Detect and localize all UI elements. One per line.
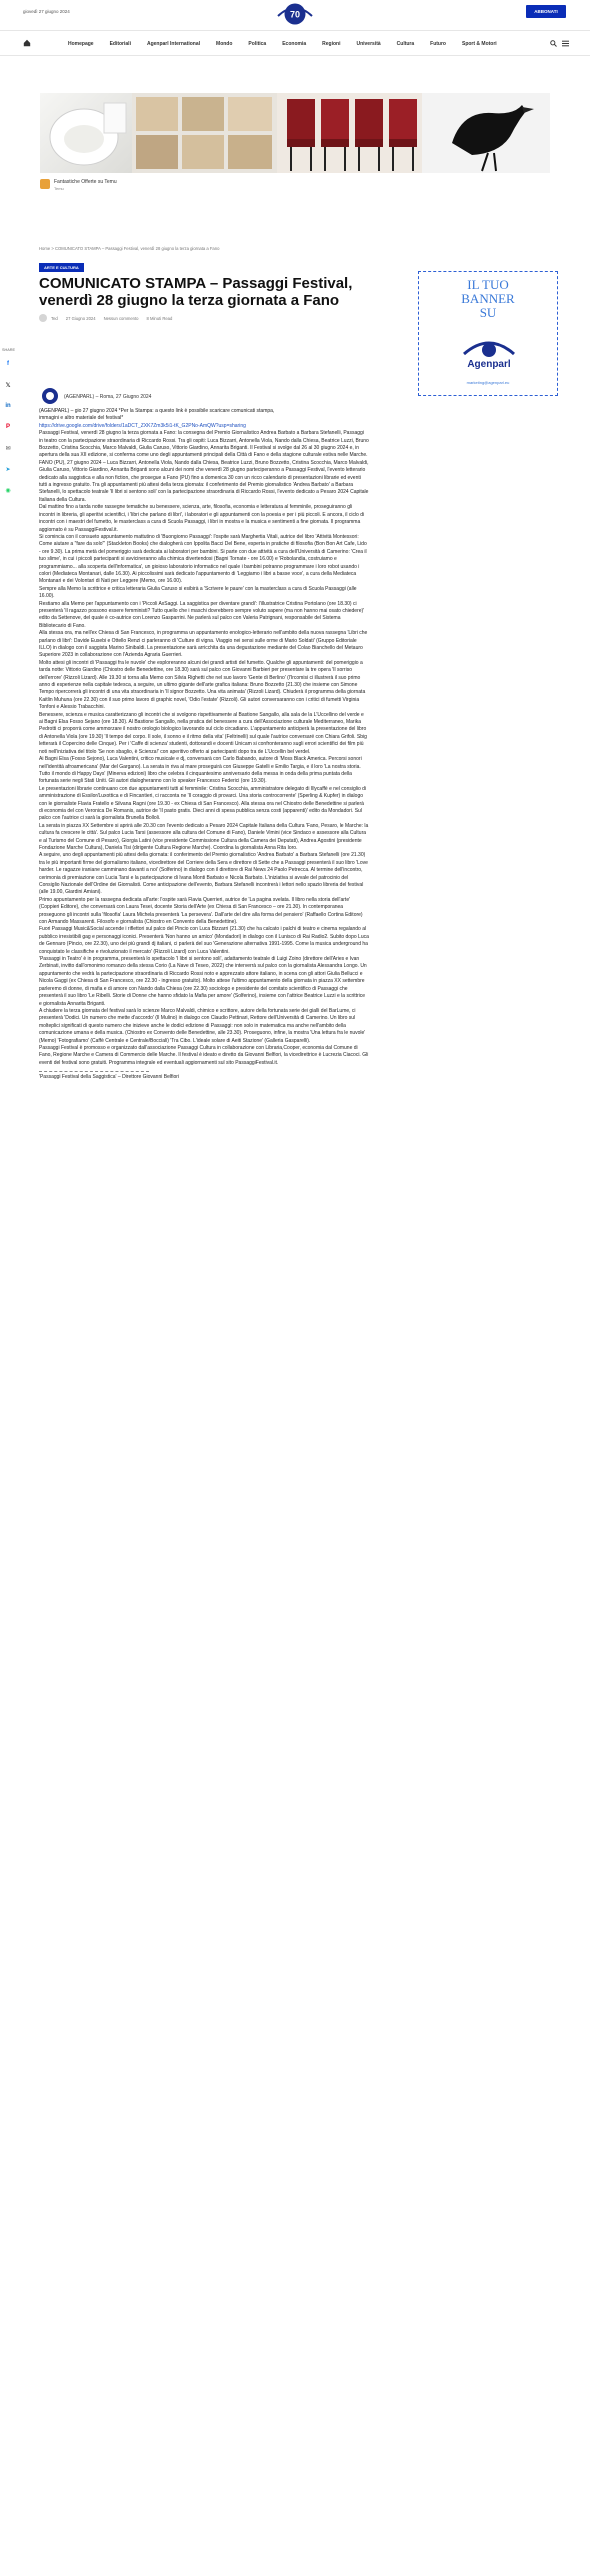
category-badge[interactable]: ARTE E CULTURA xyxy=(39,263,84,272)
main-nav xyxy=(0,30,590,56)
nav-item-sport[interactable]: Sport & Motori xyxy=(461,41,497,47)
nav-item-economia[interactable]: Economia xyxy=(282,41,307,47)
nav-item-mondo[interactable]: Mondo xyxy=(216,41,233,47)
article-paragraph: Fuori Passaggi Music&Social accende i riflettori sul palco del Pincio con Luca Bizzarri (21.30) che ha calcato i palchi di teatro e cinema regalando al pubblico irresistibili gag e personaggi iconici. Presenterà 'Non hanno un amico' (Mondadori) in dialogo con il Lunisco di Rai Radio2. Subito dopo Luca de Gennaro (Pincio, ore 22.30), uno dei più grandi dj italiani, ci parlerà del suo 'Generazione alternativa 1991-1995. Come la musica underground ha conquistato le classifiche e rivoluzionato il mercato' (Rizzoli Lizard) con Luca Valentini. xyxy=(39,926,369,955)
article-paragraph: Si comincia con il consueto appuntamento mattutino di 'Buongiorno Passaggi': l'ospite sarà Marghertia Vitali, autrice del libro 'Attività Montessori: Come aiutare a "fare da solo"' (Stackleton Books) che dialogherà con Ippolita Bacci Del Bene, esperta in pratiche di filosofia (Bon Bon Art Cafe, Lido - ore 9.30). La prima metà del pomeriggio sarà dedicata ai laboratori per bambini. Si parte con due attività a cura dell'Università di Camerino: 'Crea il tuo slime', in cui i piccoli partecipanti si avvicineranno alla chimica divertendosi (Bagni Tornate - ore 16.00) e 'Robolandia, costruiamo e programmiamo... alla scoperta dell'informatica', un gioioso laboratorio informatico nel quale i bambini potranno programmare i loro robot usando i colori (Mediateca Montanari, dalle 16.30). Ai piccolissimi sarà dedicato l'appuntamento di 'Leggiamo i libri a basse voce', a cura della Mediateca Montanari e dei Volontari di Nati per Leggere (Memo, ore 16.00). xyxy=(39,533,367,585)
article-paragraph: A seguire, uno degli appuntamenti più attesi della giornata: il conferimento del Premio giornalistico 'Andrea Barbato' a Barbara Stefanelli (ore 21.30) tra le più importanti firme del giornalismo italiano, vicedirettore del Corriere della Sera e direttore di Sette che a Passaggi presenterà il suo libro 'Love harder. Le ragazze iraniane camminano davanti a noi' (Solferino) in dialogo con il direttore di Rai News 24 Paolo Petrecca. Al termine dell'incontro, cerimonia di premiazione con Lucia Tarsi e la partecipazione di Ivana Monti Barbato e Nicola Barbato. L'iniziativa si avvale del patrocinio del Consiglio Nazionale dell'Ordine dei Giornalisti. Come anticipazione dell'evento, Barbara Stefanelli incontrerà i lettori nello spazio libreria del festival (alle 19.00, Giardini Amiani). xyxy=(39,852,368,896)
banner-email[interactable]: marketing@agenparl.eu xyxy=(466,380,510,385)
facebook-share-icon[interactable]: f xyxy=(7,361,9,367)
article-body xyxy=(39,408,369,1082)
article-paragraph: Sempre alla Memo la scrittrice e critica letteraria Giulia Caruso si esibirà a 'Scrivere le paure' con la masterclass a cura di Scuola Passaggi (alle 16.00). xyxy=(39,585,357,600)
subscribe-button[interactable]: ABBONATI xyxy=(526,5,566,18)
x-share-icon[interactable]: 𝕏 xyxy=(5,382,11,389)
article-paragraph: A chiudere la terza giornata del festival sarà lo scienze Marco Malvaldi, chimico e scrittore, autore della fortunata serie dei gialli del BarLume, ci presenterà 'Dodici. Un numero che mette d'accordo' (Il Mulino) in dialogo con Claudio Pettinari, Rettore dell'Università di Camerino. Un libro sul molteplici significati di questo numero che inizieve anche le dodici edizione di Passaggi: non solo in matematica ma anche nell'ambito della comunicazione umana e della musica. (Chiostro ex Convento delle Benedettine, alle 23.30). Proseguono, infine, la mostra 'Una lettura fra le nuvole' (Memo) 'Fotografiamo' (Caffè Centrale e Centrale/Bocciali) 'Tra Cibo. L'ideale solare di Aeiti Stazione' (Galleria Gasparelli). xyxy=(39,1007,366,1044)
ad-image-toilet[interactable] xyxy=(40,93,132,173)
article-paragraph: FANO (PU), 27 giugno 2024 – Luca Bizzarri, Antonella Viola, Nando dalla Chiesa, Beatrice Luzzi, Bruno Bozzetto, Cristina Scocchia, Marco Malvaldi, Giulia Caruso, Vittorio Giardino, Annarita Briganti sono alcuni dei nomi che venerdì 28 giugno parteciperanno a Passaggi Festival, l'evento letterario dedicato alla saggistica e alla non fiction, che prosegue a Fano (PU) fino a domenica 30 con un ricco calendario di presentazioni librarie ed eventi tutti a ingresso gratuito. Tra gli appuntamenti più attesi della terza giornata: il conferimento del Premio giornalistico 'Andrea Barbato' a Barbara Stefanelli, lo spettacolo teatrale 'Il libri si sentono soli' con la partecipazione straordinaria di Riccardo Rossi, l'evento dedicato a Pesaro 2024 Capitale Italiana della Cultura. xyxy=(39,459,369,503)
ad-image-crow[interactable] xyxy=(422,93,550,173)
pinterest-share-icon[interactable]: P xyxy=(5,424,10,430)
article-paragraph: Restiamo alla Memo per l'appuntamento con i 'Piccoli AxSaggi. La saggistica per diventare grandi': l'illustratrice Cristina Portolano (ore 18.30) ci presenterà 'Il ragazzo possono essere femministi? Tutto quello che i maschi dovrebbero sempre voluto sapere (ma non hanno mai osato chiedere)' edito da Settenove, del quale è co-autrice con Lorenzo Gasparrini. Ne parlerà sul palco con Valeria Patrignani, responsabile del Sistema Bibliotecario di Fano. xyxy=(39,600,365,629)
article-meta xyxy=(39,314,180,322)
temu-logo-icon xyxy=(40,179,50,189)
whatsapp-share-icon[interactable]: ◉ xyxy=(5,487,11,494)
nav-item-futuro[interactable]: Futuro xyxy=(430,41,446,47)
article-paragraph: La serata in piazza XX Settembre si aprirà alle 20.30 con l'evento dedicato a Pesaro 2024 Capitale Italiana della Cultura 'Fano, Pesaro, le Marche: la cultura fa crescere le città'. Sul palco Lucia Tarsi (assessore alla cultura del Comune di Fano), Daniele Vimini (vice Sindaco e assessore alla Cultura e al Turismo del Comune di Pesaro), Giorgia Latini (vice presidente Commissione Cultura della Camera dei Deputati), Andrea Agostini (presidente Fondazione Marche Cultura), Daniela Tisi (dirigente Cultura Regione Marche). Coordina la giornalista Anna Rita Ioro. xyxy=(39,822,369,851)
agenparl-logo-text: Agenparl xyxy=(467,359,511,370)
agenparl-logo[interactable] xyxy=(454,332,524,372)
article-paragraph: Benessere, scienza e musica caratterizzano gli incontri che si svolgono rispettivamente al Bastione Sangallo, alla sala de la L'Uccellino del verde e ai Bagni Elsa Fosso Sejano (ore 18.30). Al Bastione Sangallo, nella pratica del benessere a cura dell'Associazione culturale Mediterraneo, Marika Pedrotti ci proporrà come ammorzare il nostro orologio biologico lavorando sul ciclo circadiano. L'appuntamento anticiperà la presentazione del libro di Antonella Viola (ore 19.30) 'Il tempo del corpo. Il sole, il sonno e il ritmo della vita' (Feltrinelli) sul quale l'autrice conversaré con Chiara Grifoli. Sbig letterarà il Copercino delle Cinque). Per i 'Caffe di scienza' studenti, dottorandi e docenti Unicam si confronteranno sugli errori scientifici dei film più noti nell'iniziativa del titolo 'Se non sbaglio, è Scienza!' con aperitivo offerto ai partecipanti dopo tra de L'Uccellin bel verdel. xyxy=(39,711,367,755)
nav-item-regioni[interactable]: Regioni xyxy=(322,41,341,47)
ad-title[interactable]: Fantastiche Offerte su Temu xyxy=(54,179,117,185)
article-read-time: 8 Minuti Read xyxy=(146,315,173,321)
nav-list xyxy=(60,31,505,57)
sidebar-ad-banner[interactable] xyxy=(418,271,558,396)
banner-line-2: BANNER xyxy=(461,291,515,306)
hamburger-menu-icon[interactable] xyxy=(562,40,569,47)
article-paragraph: 'Passaggi in Teatro' è in programma, presenterà lo spettacolo 'I libri si sentono soli', adattamento teatrale di Luigi Zoino (direttore dell'Aries e Ivan Zerbinati, invitto dall'omonimo romanzo della stessa Corio (La Nave di Teseo, 2022) che interverrà sul palco con la giornalista Alessandra Longo. Un appuntamento che vedrà la partecipazione straordinaria di Riccardo Rossi noto e apprezzato attore italiano, in scena con gli attori Giulia Bellucci e Nicola Gaggi (ex Chiesa di San Francesco, ore 22.30 - ingresso gratuito). Molto attese l'ultimo appuntamento della giornata in piazza XX settembre parleremo di donne, di mafia e di amore con Nando dalla Chiesa (ore 22.30) sociologo e presidente del comitato scientifico di Passaggi che presenterà il suo libro 'Le Ribelli. Storie di Donne che hanno sfidato la Mafia per amore' (Solferino), insieme con l'attrice Beatrice Luzzi e la scrittrice e giornalista Annarita Briganti. xyxy=(39,956,367,1007)
article-title: COMUNICATO STAMPA – Passaggi Festival, venerdì 28 giugno la terza giornata a Fano xyxy=(39,275,353,309)
home-icon[interactable] xyxy=(23,39,31,47)
press-materials-link[interactable]: https://drive.google.com/drive/folders/1aDCT_ZXK7Zm3k5i1-tK_G2PNo-AmQW?usp=sharing xyxy=(39,422,246,429)
nav-item-politica[interactable]: Politica xyxy=(248,41,267,47)
ad-source: Temu xyxy=(54,186,64,191)
ad-banner[interactable] xyxy=(40,93,550,196)
nav-item-editoriali[interactable]: Editoriali xyxy=(109,41,131,47)
ad-image-chairs[interactable] xyxy=(277,93,422,173)
svg-text:70: 70 xyxy=(289,9,301,20)
article-paragraph: Primo appuntamento per la rassegna dedicata all'arte: l'ospite sarà Flavia Querrieri, autrice de 'La pagina svelata. Il libro nella storia dell'arte' (Coppieri Editore), che conversará con Laura Tesei, docente Storia dell'Arte (ex Chiesa di San Francesco – ore 21.30). In contemporanea proseguono gli incontri sulla 'filosofia' Laura Michela presenterà 'La persevera'. Dall'arte del dire alla forma del pensiero' (Raffaello Cortina Editore) con Armando Massarenti. Filosofo e giornalista (Chiostro en Convento della Benedettine). xyxy=(39,896,363,926)
nav-item-universita[interactable]: Università xyxy=(356,41,381,47)
breadcrumb[interactable]: Home > COMUNICATO STAMPA – Passaggi Festival, venerdì 28 giugno la terza giornata a Fano xyxy=(39,246,220,251)
linkedin-share-icon[interactable]: in xyxy=(5,403,11,409)
email-share-icon[interactable]: ✉ xyxy=(5,445,11,452)
share-label: SHARE xyxy=(2,348,16,352)
ad-sponsor[interactable] xyxy=(40,177,340,196)
article-paragraph: Le presentazioni librarie continuano con due appuntamenti tutti al femminile: Cristina Scocchia, amministratore delegato di Illycaffè e nel consiglio di amministrazione di Essilor/Luxottica e di Fincantieri, ci racconta ne 'Il coraggio di provarci. Una storia controcorrente' (Sperling & Kupfer) in dialogo con le giornaliste Flavia Fratello e Silvana Ragni (ore 19.30 - ex Chiesa di San Francesco). Alla stessa ora nel Chiostro delle Benedettine si parlerà di economia del con Veronica De Romanis, autrice de 'Il pasto gratis. Dieci anni di spesa pubblica senza costi (apparenti)' edito da Mondadori. Sul palco con l'autrice ci sarà la giornalista Brunella Bolloli. xyxy=(39,785,367,822)
current-date: giovedì 27 giugno 2024 xyxy=(23,9,70,14)
article-paragraph: Dal mattino fino a tarda notte rassegne tematiche su benessere, scienza, arte, filosofia, economia e letteratura al femminile, proseguiranno gli incontri in libreria, gli aperitivi scientifici, i 'libri che parlano di libri', i laboratori e gli appuntamenti con la poesia e per i più piccoli. E ancora, il ciclo di incontri con i maestri del fumetto, le masterclass a cura di Scuola Passaggi, i libri in mostra e la musica e sentimenti a fine giornata. Il programma aggiornato è su PassaggiFestival.it. xyxy=(39,504,365,533)
banner-line-3: SU xyxy=(479,305,497,320)
nav-item-international[interactable]: Agenparl International xyxy=(146,41,201,47)
article-footer-line: 'Passaggi Festival della Saggistica' – Direttore Giovanni Belfiori xyxy=(39,1074,180,1081)
nav-item-homepage[interactable]: Homepage xyxy=(68,41,94,47)
article-paragraph: Molto attesi gli incontri di 'Passaggi fra le nuvole' che esploreranno alcuni dei grandi artisti del fumetto. Qualche gli appuntamenti: del pomeriggio a tarda notte: Vittorio Giardino (Chiostro delle Benedettine, ore 18.30) sarà sul palco con Giovanni Barbieri per presentare la tre opera 'Il sorriso dell'errore' (Rizzoli Lizard). Alle 19.30 si torna alla Memo con Silvia Righetti che nel suo lavoro 'Gente di Berlino' (l'Ircomisi ci illustrerà il suo primo anno di esperienze nella capitale tedesca, a seguire, un ultimo gigante dell'arte grafica italiana: Bruno Bozzetto (21.30) che insieme con Simone Tempo ripercorrerà gli incontri di una vita straordinaria in 'Il signor Bozzetto. Una vita animata' (Rizzoli Lizard). Chiuderà il programma della giornata Kaitlin Muhuna (ore 22.30) con il suo primo lavoro di graphic novel, 'Odio l'estate' (Rizzoli). Gli autori conversaranno con i critici di fumetti Virginia Tonfoni e Alessio Trabacchini. xyxy=(39,659,366,711)
nav-item-cultura[interactable]: Cultura xyxy=(396,41,415,47)
article-paragraph: Passaggi Festival è promosso e organizzato dall'associazione Passaggi Cultura in collaborazione con Libraria,Cooper, economia dal Comune di Fano, Regione Marche e Camera di Commercio delle Marche. Il festival è ideato e diretto da Giovanni Belfiori, la vicedirettrice è Lucrezia Ciacoci. Gli eventi del festival sono gratuiti. Programma integrale ed eventuali aggiornamenti sul sito PassaggiFestival.it. xyxy=(39,1044,369,1066)
top-bar xyxy=(0,0,590,30)
article-paragraph: (AGENPARL) – gio 27 giugno 2024 *Per la Stampa: a questo link è possibile scaricare comunicati stampa, xyxy=(39,408,275,414)
author-avatar[interactable] xyxy=(39,314,47,322)
banner-headline xyxy=(419,278,557,320)
article-lead: (AGENPARL) – Roma, 27 Giugno 2024 xyxy=(64,394,152,400)
ad-image-organizers[interactable] xyxy=(132,93,277,173)
article-comments[interactable]: Nessun commento xyxy=(103,315,139,321)
article-author[interactable]: Ted xyxy=(51,315,58,321)
separator-line xyxy=(39,1071,149,1072)
article-date: 27 Giugno 2024 xyxy=(65,315,96,321)
site-logo[interactable] xyxy=(270,2,320,26)
article-paragraph: immagini e altro materiale del festival* xyxy=(39,415,124,422)
telegram-share-icon[interactable]: ➤ xyxy=(5,466,11,473)
article-paragraph: Alla stessa ora, ma nell'ex Chiesa di San Francesco, in programma un appuntamento enologico-letterario nell'ambito della nuova rassegna 'Libri che parlano di libri': Davide Eusebi e Ottello Renzi ci parleranno di 'Culture di vigna. Viaggio nei sensi sulle orme di Mario Soldati' (Gruppo Editoriale ILLO) in dialogo con il saggista Marino Sinibaldi. La presentazione sarà arricchita da una degustazione mediante del Colao Bianchello del Metauro Superiore 2023 in collaborazione con l'Azienda Agraria Guerrieri. xyxy=(39,630,368,659)
article-paragraph: Passaggi Festival, venerdì 28 giugno la terza giornata a Fano: la consegna del Premio Giornalistico Andrea Barbato a Barbara Stefanelli, Passaggi in teatro con la partecipazione straordinaria di Riccardo Rossi. Tra gli ospiti: Luca Bizzarri, Antonella Viola, Nando dalla Chiesa, Beatrice Luzzi, Bruno Bozzetto, Cristina Scocchia, Marco Malvaldi, Giulia Caruso, Vittorio Giardino, Annarita Briganti. Il Festival si svolge dal 26 al 30 giugno 2024 e, in apertura della sua XII edizione, si conferma come uno degli appuntamenti principali della Città di Fano e della stagione culturale estiva nelle Marche. xyxy=(39,430,369,459)
article-paragraph: Ai Bagni Elsa (Fosso Sejono), Luca Valentini, critico musicale e dj, conversarà con Carlo Babando, autore di 'Moss Black America. Percorsi sonori nell'identità afroamericana' (Mar del Gargano). La serata in riva al mare proseguirà con Giuseppe Gatelli e Emilio Targia, e il loro 'La nostra storia. Tutto il mondo di Happy Days' (Minerva edizioni) libro che celebra il cinquantesimo anniversario della messa in onda della prima puntata della fortunata serie negli Stati Uniti. Gli autori dialogheranno con lo speaker Francesco Federici (ore 19.30). xyxy=(39,756,362,785)
banner-line-1: IL TUO xyxy=(467,277,509,292)
search-icon[interactable] xyxy=(550,40,557,47)
agenparl-mini-logo xyxy=(39,386,61,406)
